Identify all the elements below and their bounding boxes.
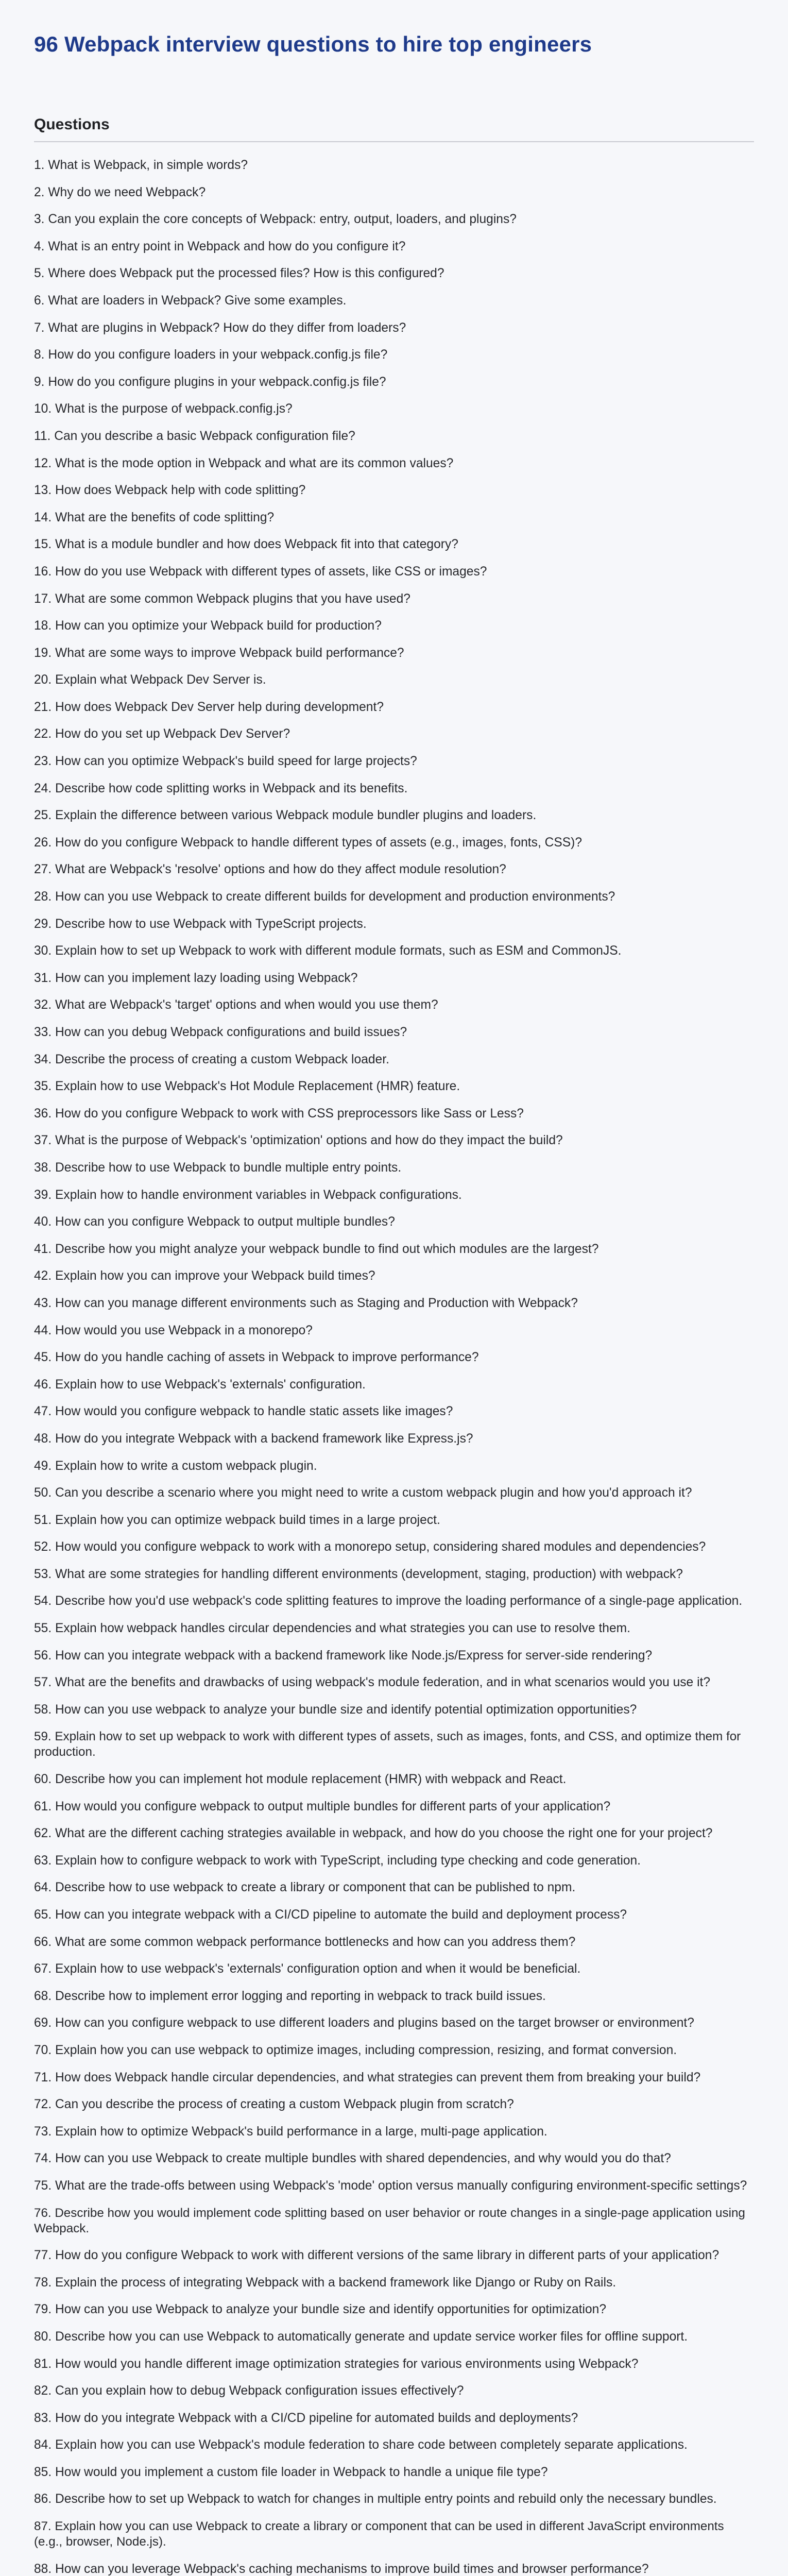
question-item: 77. How do you configure Webpack to work with different versions of the same library in different parts of your application? bbox=[34, 2248, 720, 2263]
question-item: 21. How does Webpack Dev Server help during development? bbox=[34, 700, 384, 714]
question-item: 43. How can you manage different environments such as Staging and Production with Webpack? bbox=[34, 1296, 578, 1310]
question-item: 7. What are plugins in Webpack? How do they differ from loaders? bbox=[34, 320, 406, 335]
question-item: 66. What are some common webpack performance bottlenecks and how can you address them? bbox=[34, 1935, 576, 1949]
question-item: 47. How would you configure webpack to handle static assets like images? bbox=[34, 1404, 453, 1419]
question-item: 72. Can you describe the process of creating a custom Webpack plugin from scratch? bbox=[34, 2097, 514, 2112]
question-item: 80. Describe how you can use Webpack to automatically generate and update service worker files for offline support. bbox=[34, 2329, 688, 2344]
question-item: 26. How do you configure Webpack to handle different types of assets (e.g., images, fonts, CSS)? bbox=[34, 835, 583, 850]
question-item: 73. Explain how to optimize Webpack's build performance in a large, multi-page application. bbox=[34, 2124, 547, 2139]
question-item: 25. Explain the difference between various Webpack module bundler plugins and loaders. bbox=[34, 808, 537, 823]
question-item: 69. How can you configure webpack to use different loaders and plugins based on the target browser or environment? bbox=[34, 2016, 694, 2030]
question-item: 58. How can you use webpack to analyze your bundle size and identify potential optimization opportunities? bbox=[34, 1702, 637, 1717]
question-item: 37. What is the purpose of Webpack's 'optimization' options and how do they impact the build? bbox=[34, 1133, 563, 1148]
question-item: 36. How do you configure Webpack to work with CSS preprocessors like Sass or Less? bbox=[34, 1106, 524, 1121]
question-item: 24. Describe how code splitting works in Webpack and its benefits. bbox=[34, 781, 408, 795]
question-item: 2. Why do we need Webpack? bbox=[34, 185, 206, 199]
question-item: 64. Describe how to use webpack to create a library or component that can be published to npm. bbox=[34, 1880, 576, 1895]
question-item: 88. How can you leverage Webpack's caching mechanisms to improve build times and browser performance? bbox=[34, 2562, 649, 2576]
question-item: 53. What are some strategies for handling different environments (development, staging, production) with webpack? bbox=[34, 1567, 683, 1581]
section-divider bbox=[34, 141, 754, 142]
question-item: 9. How do you configure plugins in your webpack.config.js file? bbox=[34, 375, 386, 389]
question-item: 49. Explain how to write a custom webpack plugin. bbox=[34, 1459, 317, 1473]
question-item: 15. What is a module bundler and how does Webpack fit into that category? bbox=[34, 537, 458, 552]
question-item: 87. Explain how you can use Webpack to create a library or component that can be used in different JavaScript environments (e.g., browser, Node.js). bbox=[34, 2519, 724, 2549]
question-item: 12. What is the mode option in Webpack and what are its common values? bbox=[34, 456, 454, 470]
question-item: 54. Describe how you'd use webpack's code splitting features to improve the loading performance of a single-page application. bbox=[34, 1594, 743, 1608]
question-item: 14. What are the benefits of code splitting? bbox=[34, 510, 275, 524]
question-item: 42. Explain how you can improve your Webpack build times? bbox=[34, 1269, 375, 1283]
question-item: 31. How can you implement lazy loading using Webpack? bbox=[34, 971, 358, 985]
question-item: 1. What is Webpack, in simple words? bbox=[34, 158, 248, 172]
question-item: 41. Describe how you might analyze your webpack bundle to find out which modules are the largest? bbox=[34, 1242, 599, 1256]
question-item: 6. What are loaders in Webpack? Give some examples. bbox=[34, 293, 347, 308]
question-item: 51. Explain how you can optimize webpack build times in a large project. bbox=[34, 1513, 440, 1527]
question-item: 28. How can you use Webpack to create different builds for development and production environments? bbox=[34, 890, 615, 904]
question-item: 11. Can you describe a basic Webpack configuration file? bbox=[34, 429, 355, 443]
question-item: 71. How does Webpack handle circular dependencies, and what strategies can prevent them from breaking your build? bbox=[34, 2070, 701, 2084]
question-item: 63. Explain how to configure webpack to work with TypeScript, including type checking and code generation. bbox=[34, 1853, 641, 1868]
question-item: 10. What is the purpose of webpack.config.js? bbox=[34, 402, 293, 416]
question-item: 32. What are Webpack's 'target' options and when would you use them? bbox=[34, 998, 438, 1012]
question-item: 81. How would you handle different image optimization strategies for various environments using Webpack? bbox=[34, 2357, 639, 2371]
question-item: 48. How do you integrate Webpack with a backend framework like Express.js? bbox=[34, 1431, 473, 1446]
question-item: 17. What are some common Webpack plugins that you have used? bbox=[34, 591, 410, 606]
question-item: 34. Describe the process of creating a custom Webpack loader. bbox=[34, 1052, 389, 1066]
question-item: 13. How does Webpack help with code splitting? bbox=[34, 483, 306, 498]
question-item: 27. What are Webpack's 'resolve' options and how do they affect module resolution? bbox=[34, 862, 506, 877]
question-item: 33. How can you debug Webpack configurations and build issues? bbox=[34, 1025, 407, 1039]
question-item: 68. Describe how to implement error logging and reporting in webpack to track build issues. bbox=[34, 1989, 546, 2003]
question-item: 84. Explain how you can use Webpack's module federation to share code between completely separate applications. bbox=[34, 2438, 688, 2452]
question-item: 40. How can you configure Webpack to output multiple bundles? bbox=[34, 1215, 395, 1229]
question-item: 83. How do you integrate Webpack with a CI/CD pipeline for automated builds and deployments? bbox=[34, 2411, 578, 2425]
question-item: 57. What are the benefits and drawbacks of using webpack's module federation, and in what scenarios would you use it? bbox=[34, 1675, 711, 1690]
question-item: 56. How can you integrate webpack with a backend framework like Node.js/Express for server-side rendering? bbox=[34, 1648, 653, 1663]
question-item: 60. Describe how you can implement hot module replacement (HMR) with webpack and React. bbox=[34, 1772, 567, 1787]
question-item: 55. Explain how webpack handles circular dependencies and what strategies you can use to resolve them. bbox=[34, 1621, 630, 1636]
question-item: 67. Explain how to use webpack's 'externals' configuration option and when it would be beneficial. bbox=[34, 1962, 581, 1976]
question-item: 86. Describe how to set up Webpack to watch for changes in multiple entry points and rebuild only the necessary bundles. bbox=[34, 2492, 717, 2506]
question-item: 39. Explain how to handle environment variables in Webpack configurations. bbox=[34, 1188, 462, 1202]
question-item: 46. Explain how to use Webpack's 'externals' configuration. bbox=[34, 1377, 366, 1392]
question-item: 50. Can you describe a scenario where you might need to write a custom webpack plugin and how you'd approach it? bbox=[34, 1486, 692, 1500]
question-item: 22. How do you set up Webpack Dev Server? bbox=[34, 727, 290, 741]
question-item: 18. How can you optimize your Webpack build for production? bbox=[34, 619, 382, 633]
question-item: 16. How do you use Webpack with different types of assets, like CSS or images? bbox=[34, 564, 487, 579]
question-item: 79. How can you use Webpack to analyze your bundle size and identify opportunities for optimization? bbox=[34, 2302, 607, 2317]
question-item: 29. Describe how to use Webpack with TypeScript projects. bbox=[34, 917, 367, 931]
question-item: 3. Can you explain the core concepts of Webpack: entry, output, loaders, and plugins? bbox=[34, 212, 517, 227]
question-item: 5. Where does Webpack put the processed files? How is this configured? bbox=[34, 266, 444, 281]
question-item: 78. Explain the process of integrating Webpack with a backend framework like Django or Ruby on Rails. bbox=[34, 2275, 616, 2290]
question-item: 75. What are the trade-offs between using Webpack's 'mode' option versus manually configuring environment-specific settings? bbox=[34, 2178, 747, 2193]
question-item: 82. Can you explain how to debug Webpack configuration issues effectively? bbox=[34, 2384, 464, 2398]
question-item: 20. Explain what Webpack Dev Server is. bbox=[34, 673, 266, 687]
question-item: 30. Explain how to set up Webpack to work with different module formats, such as ESM and CommonJS. bbox=[34, 944, 622, 958]
question-item: 4. What is an entry point in Webpack and how do you configure it? bbox=[34, 239, 406, 253]
question-item: 45. How do you handle caching of assets in Webpack to improve performance? bbox=[34, 1350, 479, 1365]
question-item: 74. How can you use Webpack to create multiple bundles with shared dependencies, and why would you do that? bbox=[34, 2151, 671, 2166]
question-item: 59. Explain how to set up webpack to work with different types of assets, such as images, fonts, and CSS, and optimize them for production. bbox=[34, 1730, 741, 1759]
question-item: 85. How would you implement a custom file loader in Webpack to handle a unique file type? bbox=[34, 2465, 548, 2479]
question-item: 61. How would you configure webpack to output multiple bundles for different parts of your application? bbox=[34, 1799, 611, 1814]
question-item: 19. What are some ways to improve Webpack build performance? bbox=[34, 646, 404, 660]
question-item: 62. What are the different caching strategies available in webpack, and how do you choose the right one for your project? bbox=[34, 1826, 713, 1841]
question-item: 70. Explain how you can use webpack to optimize images, including compression, resizing, and format conversion. bbox=[34, 2043, 677, 2057]
questions-list bbox=[34, 158, 754, 2576]
question-item: 23. How can you optimize Webpack's build speed for large projects? bbox=[34, 754, 417, 769]
page-title: 96 Webpack interview questions to hire top engineers bbox=[34, 32, 592, 56]
question-item: 35. Explain how to use Webpack's Hot Module Replacement (HMR) feature. bbox=[34, 1079, 460, 1094]
question-item: 38. Describe how to use Webpack to bundle multiple entry points. bbox=[34, 1160, 402, 1175]
section-heading: Questions bbox=[34, 116, 110, 133]
question-item: 65. How can you integrate webpack with a CI/CD pipeline to automate the build and deployment process? bbox=[34, 1908, 627, 1922]
question-item: 76. Describe how you would implement code splitting based on user behavior or route changes in a single-page application using Webpack. bbox=[34, 2206, 745, 2235]
question-item: 52. How would you configure webpack to work with a monorepo setup, considering shared modules and dependencies? bbox=[34, 1540, 706, 1554]
question-item: 8. How do you configure loaders in your webpack.config.js file? bbox=[34, 348, 388, 362]
question-item: 44. How would you use Webpack in a monorepo? bbox=[34, 1323, 313, 1337]
